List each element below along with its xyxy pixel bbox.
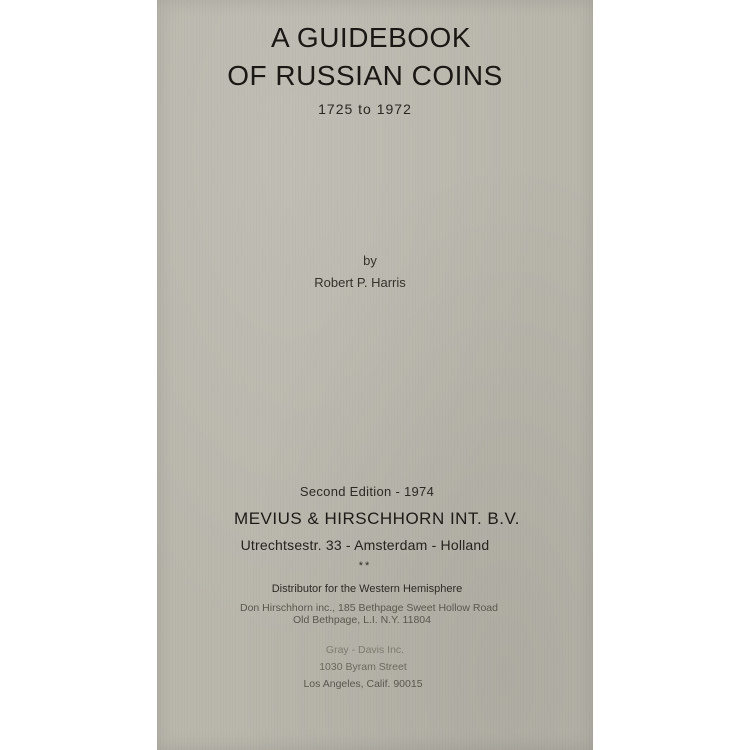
date-range: 1725 to 1972 xyxy=(318,101,412,117)
publisher-address: Utrechtsestr. 33 - Amsterdam - Holland xyxy=(240,537,490,553)
distributor-heading: Distributor for the Western Hemisphere xyxy=(271,583,463,595)
by-label: by xyxy=(363,253,377,268)
separator-stars: ** xyxy=(358,560,372,572)
book-title-line-1: A GUIDEBOOK xyxy=(271,22,471,53)
agent-city: Los Angeles, Calif. 90015 xyxy=(303,678,423,690)
agent-street: 1030 Byram Street xyxy=(319,661,407,673)
agent-name: Gray - Davis Inc. xyxy=(325,644,405,656)
edition-text: Second Edition - 1974 xyxy=(299,484,435,499)
distributor-address-line-1: Don Hirschhorn inc., 185 Bethpage Sweet Hollow Road xyxy=(240,602,498,614)
publisher-name: MEVIUS & HIRSCHHORN INT. B.V. xyxy=(234,509,520,528)
author-name: Robert P. Harris xyxy=(314,275,406,290)
book-title-page xyxy=(157,0,593,750)
book-title-line-2: OF RUSSIAN COINS xyxy=(227,60,503,91)
distributor-address-line-2: Old Bethpage, L.I. N.Y. 11804 xyxy=(293,614,431,626)
